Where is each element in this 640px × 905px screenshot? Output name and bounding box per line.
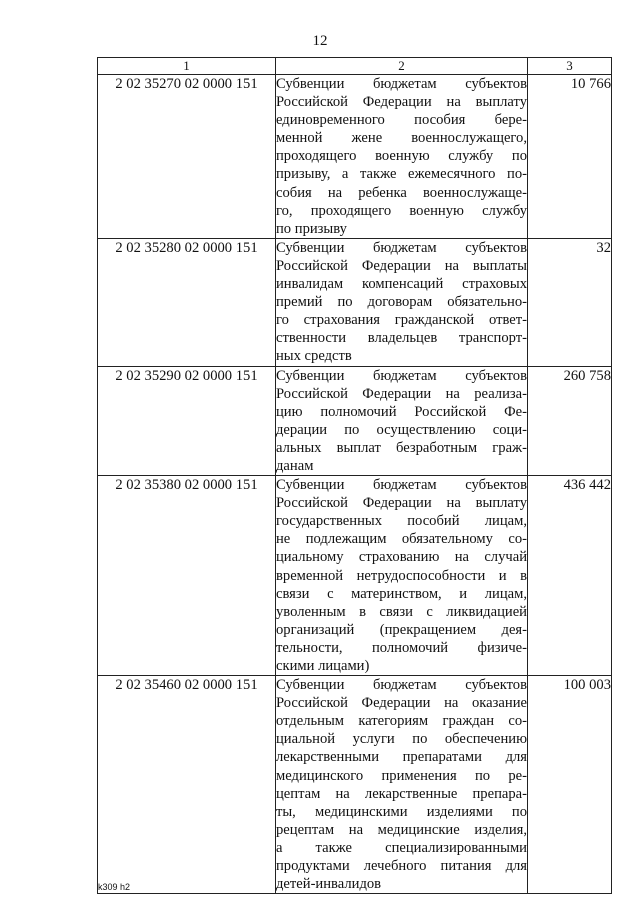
description-line: Российской Федерации на выплату <box>276 495 527 512</box>
description-line: ты, медицинскими изделиями по <box>276 803 527 820</box>
description-line: призыву, а также ежемесячного по- <box>276 166 527 183</box>
budget-table <box>97 57 612 894</box>
description-line: менной жене военнослужащего, <box>276 130 527 147</box>
column-header-2: 2 <box>276 58 528 75</box>
description-line: цептам на лекарственные препара- <box>276 785 527 802</box>
description-line: проходящего военную службу по <box>276 148 527 165</box>
column-header-1: 1 <box>98 58 276 75</box>
description-line: го, проходящего военную службу <box>276 202 527 219</box>
description-line: лекарственными препаратами для <box>276 749 527 766</box>
description-line: уволенным в связи с ликвидацией <box>276 603 527 620</box>
description-line: детей-инвалидов <box>276 876 382 893</box>
table-body <box>98 75 612 894</box>
description-line: ных средств <box>276 348 352 365</box>
description-line: связи с материнством, и лицам, <box>276 585 527 602</box>
description-line: цию полномочий Российской Фе- <box>276 403 527 420</box>
column-header-3: 3 <box>528 58 612 75</box>
description-line: тельности, полномочий физиче- <box>276 639 527 656</box>
description-line: Российской Федерации на реализа- <box>276 385 527 402</box>
description-line: продуктами лечебного питания для <box>276 858 527 875</box>
classification-code: 2 02 35280 02 0000 151 <box>98 238 276 366</box>
classification-code: 2 02 35380 02 0000 151 <box>98 476 276 676</box>
description-line: циальной услуги по обеспечению <box>276 731 527 748</box>
classification-code: 2 02 35460 02 0000 151 <box>98 676 276 894</box>
classification-code: 2 02 35270 02 0000 151 <box>98 75 276 239</box>
amount-value: 260 758 <box>528 366 612 476</box>
description-line: Российской Федерации на оказание <box>276 695 527 712</box>
description-line: Субвенции бюджетам субъектов <box>276 477 527 494</box>
description-line: Субвенции бюджетам субъектов <box>276 76 527 92</box>
description-line: Российской Федерации на выплату <box>276 94 527 111</box>
income-description <box>276 676 528 894</box>
table-row <box>98 75 612 239</box>
description-line: Субвенции бюджетам субъектов <box>276 239 527 256</box>
description-line: Субвенции бюджетам субъектов <box>276 677 527 694</box>
description-line: организаций (прекращением дея- <box>276 621 527 638</box>
amount-value: 10 766 <box>528 75 612 239</box>
description-line: собия на ребенка военнослужаще- <box>276 184 527 201</box>
table-row <box>98 676 612 894</box>
description-line: скими лицами) <box>276 658 370 674</box>
description-line: единовременного пособия бере- <box>276 112 527 129</box>
description-line: Субвенции бюджетам субъектов <box>276 367 527 384</box>
description-line: циальному страхованию на случай <box>276 549 527 566</box>
page-number: 12 <box>312 33 328 49</box>
table-header <box>98 58 612 75</box>
description-line: медицинского применения по ре- <box>276 767 527 784</box>
description-line: Российской Федерации на выплаты <box>276 257 527 274</box>
footer-code: k309 h2 <box>98 882 131 892</box>
description-line: рецептам на медицинские изделия, <box>276 821 527 838</box>
description-line: премий по договорам обязательно- <box>276 294 527 311</box>
table-row <box>98 366 612 476</box>
description-line: отдельным категориям граждан со- <box>276 713 527 730</box>
income-description <box>276 476 528 676</box>
description-line: по призыву <box>276 220 347 237</box>
description-line: инвалидам компенсаций страховых <box>276 276 527 293</box>
classification-code: 2 02 35290 02 0000 151 <box>98 366 276 476</box>
amount-value: 100 003 <box>528 676 612 894</box>
description-line: государственных пособий лицам, <box>276 513 527 530</box>
description-line: а также специализированными <box>276 839 527 856</box>
income-description <box>276 238 528 366</box>
description-line: данам <box>276 457 314 474</box>
table-row <box>98 476 612 676</box>
description-line: временной нетрудоспособности и в <box>276 567 527 584</box>
income-description <box>276 366 528 476</box>
income-description <box>276 75 528 239</box>
description-line: дерации по осуществлению соци- <box>276 421 527 438</box>
table-row <box>98 238 612 366</box>
amount-value: 436 442 <box>528 476 612 676</box>
description-line: ственности владельцев транспорт- <box>276 330 527 347</box>
description-line: го страхования гражданской ответ- <box>276 312 527 329</box>
amount-value: 32 <box>528 238 612 366</box>
description-line: не подлежащим обязательному со- <box>276 531 527 548</box>
description-line: альных выплат безработным граж- <box>276 439 527 456</box>
